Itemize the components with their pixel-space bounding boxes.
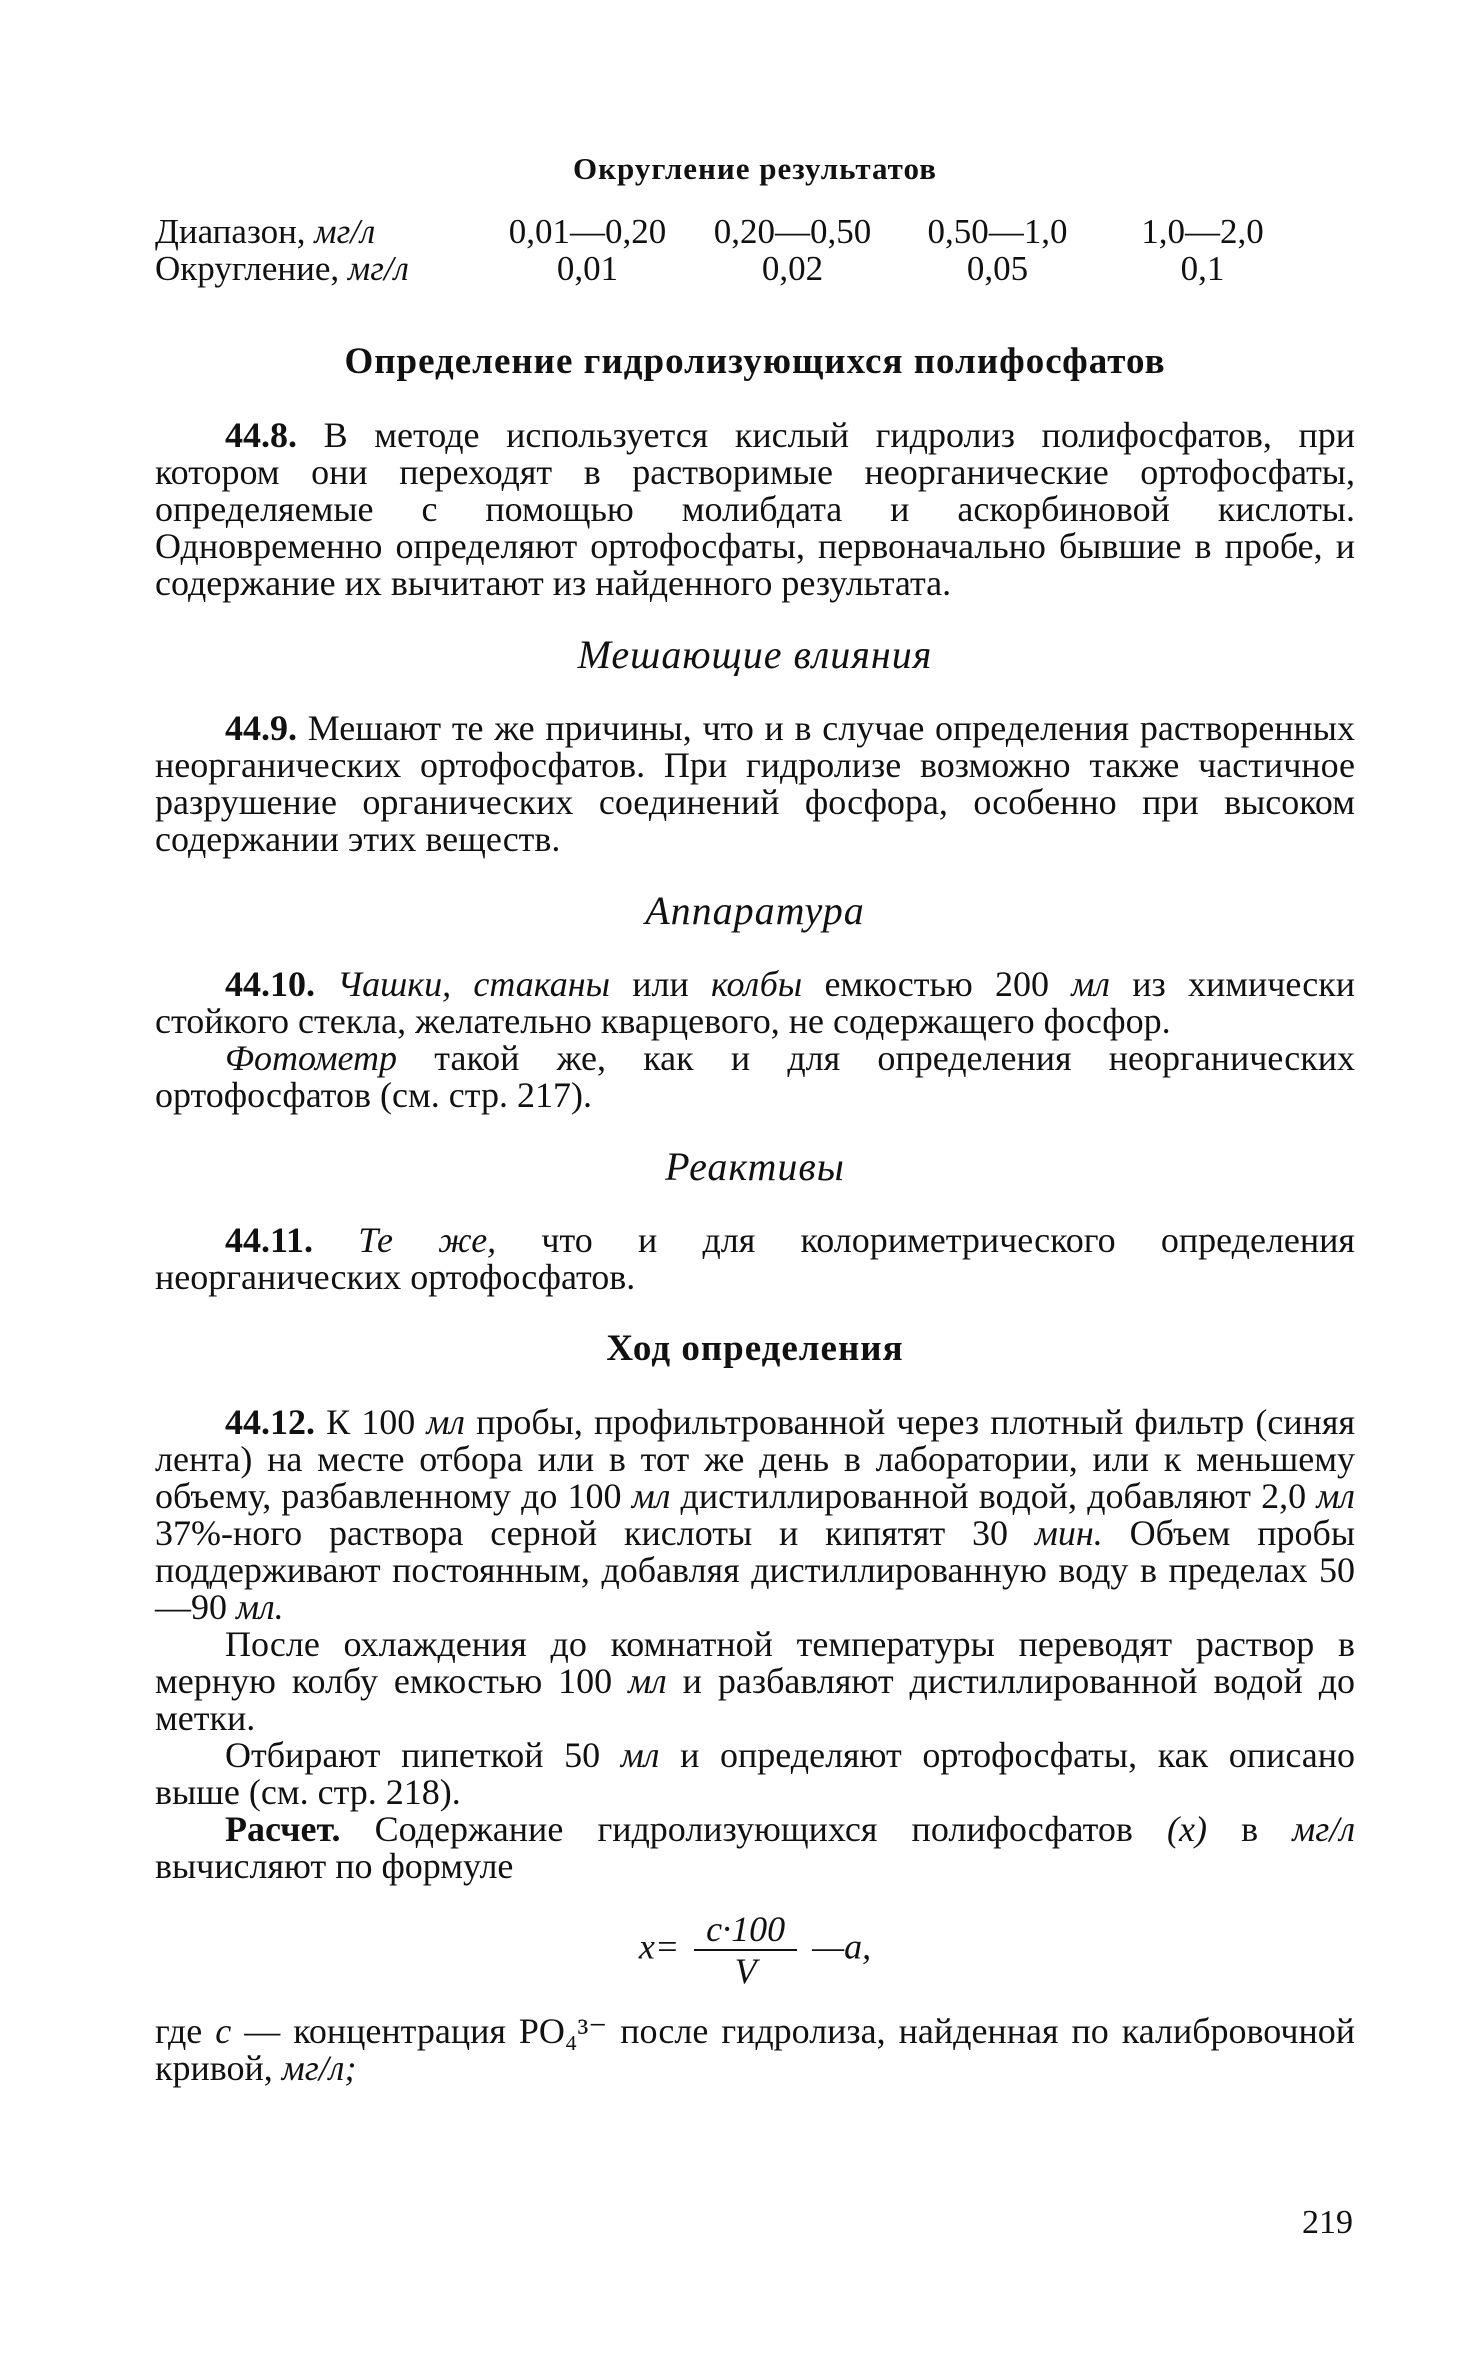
paragraph-photometer	[155, 1040, 1355, 1114]
page-content	[155, 150, 1355, 2087]
legend-prefix: где	[155, 2011, 216, 2051]
paragraph-text: пробы, профильтрованной через плотный фильтр (синяя лента) на месте отбора или в тот же день в лаборатории, или к меньшему объему, разбавленному до 100	[155, 1402, 1355, 1516]
italic-term: колбы	[710, 964, 803, 1004]
table-cell: 0,05	[966, 249, 1029, 288]
formula-rhs: —a,	[812, 1926, 872, 1967]
unit: мин.	[1034, 1513, 1103, 1553]
paragraph-text: Объем пробы поддерживают постоянным, добавляя дистиллированную воду в пределах 50—90	[155, 1513, 1355, 1627]
paragraph-number: 44.12.	[225, 1402, 315, 1442]
unit: мл	[631, 1476, 671, 1516]
paragraph-text: В методе используется кислый гидролиз полифосфатов, при котором они переходят в растворимые неорганические ортофосфаты, определяемые с помощью молибдата и аскорбиновой кислоты. Одновременно определяют ортофосфаты, первоначально бывшие в пробе, и содержание их вычитают из найденного результата.	[155, 415, 1355, 603]
page-number: 219	[1302, 2204, 1353, 2241]
paragraph-text: или	[609, 964, 711, 1004]
paragraph-text: и разбавляют дистиллированной водой до метки.	[155, 1661, 1356, 1738]
heading-procedure: Ход определения	[606, 1328, 904, 1369]
table-cell: 0,50—1,0	[927, 212, 1068, 251]
paragraph-text: вычисляют по формуле	[155, 1846, 514, 1886]
unit: мл	[1071, 964, 1110, 1004]
unit: мг/л;	[281, 2048, 357, 2088]
paragraph-44-8	[155, 417, 1355, 602]
formula-numerator: c·100	[694, 1909, 797, 1951]
italic-term: Те же,	[358, 1220, 497, 1260]
paragraph-text: Мешают те же причины, что и в случае определения растворенных неорганических ортофосфатов. При гидролизе возможно также частичное разрушение органических соединений фосфора, особенно при высоком содержании этих веществ.	[155, 708, 1355, 859]
row-label-text: Диапазон,	[155, 212, 315, 251]
paragraph-44-9	[155, 710, 1355, 858]
table-row	[155, 213, 1305, 250]
paragraph-text: К 100	[315, 1402, 427, 1442]
paragraph-text: — концентрация PO₄³⁻ после гидролиза, найденная по калибровочной кривой,	[155, 2011, 1355, 2088]
row-label	[155, 213, 485, 250]
paragraph-number: 44.8.	[225, 415, 297, 455]
paragraph-calculation	[155, 1811, 1355, 1885]
row-label-unit: мг/л	[314, 212, 376, 251]
row-label-text: Округление,	[155, 249, 348, 288]
paragraph-text: 37%-ного раствора серной кислоты и кипятят 30	[155, 1513, 1035, 1553]
paragraph-text: что и для колориметрического определения неорганических ортофосфатов.	[155, 1220, 1355, 1297]
unit: мг/л	[1292, 1809, 1356, 1849]
variable: c	[215, 2011, 232, 2051]
formula-lhs: x=	[638, 1926, 680, 1967]
paragraph-text: и определяют ортофосфаты, как описано выше (см. стр. 218).	[155, 1735, 1355, 1812]
unit: мл	[426, 1402, 465, 1442]
legend-text	[155, 2013, 1355, 2087]
paragraph-text: в	[1206, 1809, 1293, 1849]
formula-denominator: V	[734, 1951, 757, 1991]
paragraph-text: Содержание гидролизующихся полифосфатов	[340, 1809, 1168, 1849]
paragraph-text: такой же, как и для определения неорганических ортофосфатов (см. стр. 217).	[155, 1038, 1355, 1115]
paragraph-text: из химически стойкого стекла, желательно кварцевого, не содержащего фосфор.	[155, 964, 1356, 1041]
paragraph-pipette	[155, 1737, 1355, 1811]
rounding-table-title: Округление результатов	[573, 151, 937, 186]
row-label	[155, 250, 485, 287]
unit: мл	[1316, 1476, 1355, 1516]
formula-legend	[155, 2013, 1355, 2087]
heading-reagents: Реактивы	[665, 1144, 845, 1189]
table-cell: 0,01—0,20	[508, 212, 667, 251]
unit: мл	[628, 1661, 667, 1701]
table-cell: 0,20—0,50	[713, 212, 872, 251]
heading-hydrolysis: Определение гидролизующихся полифосфатов	[344, 341, 1166, 382]
calc-label: Расчет.	[225, 1809, 341, 1849]
unit: мл	[620, 1735, 660, 1775]
paragraph-44-10	[155, 966, 1355, 1040]
italic-term: Фотометр	[225, 1038, 398, 1078]
heading-apparatus: Аппаратура	[645, 888, 865, 933]
paragraph-44-12	[155, 1404, 1355, 1626]
table-cell: 0,02	[761, 249, 824, 288]
table-cell: 0,01	[556, 249, 619, 288]
table-cell: 1,0—2,0	[1141, 212, 1264, 251]
paragraph-text: емкостью 200	[802, 964, 1072, 1004]
formula-fraction	[694, 1909, 797, 1991]
table-cell: 0,1	[1180, 249, 1225, 288]
heading-interference: Мешающие влияния	[577, 632, 933, 677]
rounding-table	[155, 213, 1305, 287]
variable: (x)	[1167, 1809, 1207, 1849]
table-row	[155, 250, 1305, 287]
paragraph-text: Отбирают пипеткой 50	[225, 1735, 621, 1775]
paragraph-text: После охлаждения до комнатной температуры переводят раствор в мерную колбу емкостью 100	[155, 1624, 1355, 1701]
paragraph-text: дистиллированной водой, добавляют 2,0	[670, 1476, 1317, 1516]
paragraph-cooling	[155, 1626, 1355, 1737]
unit: мл.	[236, 1587, 284, 1627]
italic-term: Чашки, стаканы	[337, 964, 610, 1004]
formula	[155, 1909, 1355, 1991]
paragraph-44-11	[155, 1222, 1355, 1296]
row-label-unit: мг/л	[347, 249, 409, 288]
paragraph-number: 44.10.	[225, 964, 315, 1004]
paragraph-number: 44.9.	[225, 708, 297, 748]
paragraph-number: 44.11.	[225, 1220, 314, 1260]
